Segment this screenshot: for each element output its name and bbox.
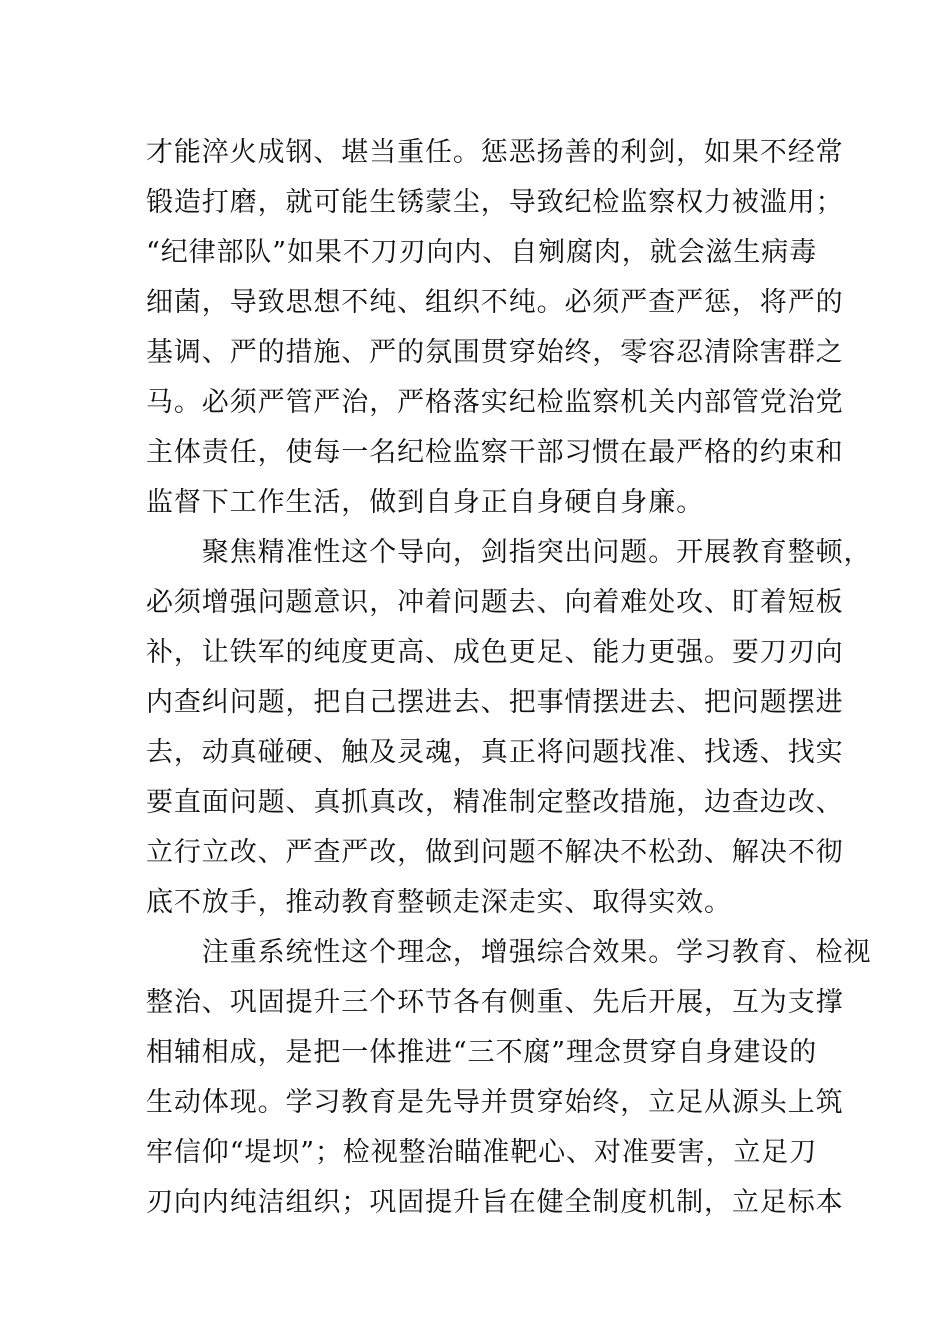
text-line: 必须增强问题意识，冲着问题去、向着难处攻、盯着短板 [146, 587, 844, 618]
text-line: 整治、巩固提升三个环节各有侧重、先后开展，互为支撑 [146, 987, 844, 1018]
text-line: 内查纠问题，把自己摆进去、把事情摆进去、把问题摆进 [146, 687, 844, 718]
text-line: 聚焦精准性这个导向，剑指突出问题。开展教育整顿， [146, 537, 872, 568]
text-line: 刃向内纯洁组织；巩固提升旨在健全制度机制，立足标本 [146, 1187, 844, 1218]
text-line: 才能淬火成钢、堪当重任。惩恶扬善的利剑，如果不经常 [146, 137, 844, 168]
text-line: 底不放手，推动教育整顿走深走实、取得实效。 [146, 887, 732, 918]
text-line: 注重系统性这个理念，增强综合效果。学习教育、检视 [146, 937, 872, 968]
text-line: 相辅相成，是把一体推进“三不腐”理念贯穿自身建设的 [146, 1037, 818, 1068]
text-line: 马。必须严管严治，严格落实纪检监察机关内部管党治党 [146, 387, 844, 418]
text-line: 牢信仰“堤坝”；检视整治瞄准靶心、对准要害，立足刀 [146, 1137, 818, 1168]
text-line: 细菌，导致思想不纯、组织不纯。必须严查严惩，将严的 [146, 287, 844, 318]
text-line: 基调、严的措施、严的氛围贯穿始终，零容忍清除害群之 [146, 337, 844, 368]
text-line: 主体责任，使每一名纪检监察干部习惯在最严格的约束和 [146, 437, 844, 468]
text-line: “纪律部队”如果不刀刃向内、自剜腐肉，就会滋生病毒 [146, 237, 818, 268]
text-line: 锻造打磨，就可能生锈蒙尘，导致纪检监察权力被滥用； [146, 187, 844, 218]
text-line: 补，让铁军的纯度更高、成色更足、能力更强。要刀刃向 [146, 637, 844, 668]
text-line: 要直面问题、真抓真改，精准制定整改措施，边查边改、 [146, 787, 844, 818]
text-line: 去，动真碰硬、触及灵魂，真正将问题找准、找透、找实 [146, 737, 844, 768]
text-line: 生动体现。学习教育是先导并贯穿始终，立足从源头上筑 [146, 1087, 844, 1118]
text-line: 监督下工作生活，做到自身正自身硬自身廉。 [146, 487, 704, 518]
body-text [146, 128, 872, 1228]
text-line: 立行立改、严查严改，做到问题不解决不松劲、解决不彻 [146, 837, 844, 868]
